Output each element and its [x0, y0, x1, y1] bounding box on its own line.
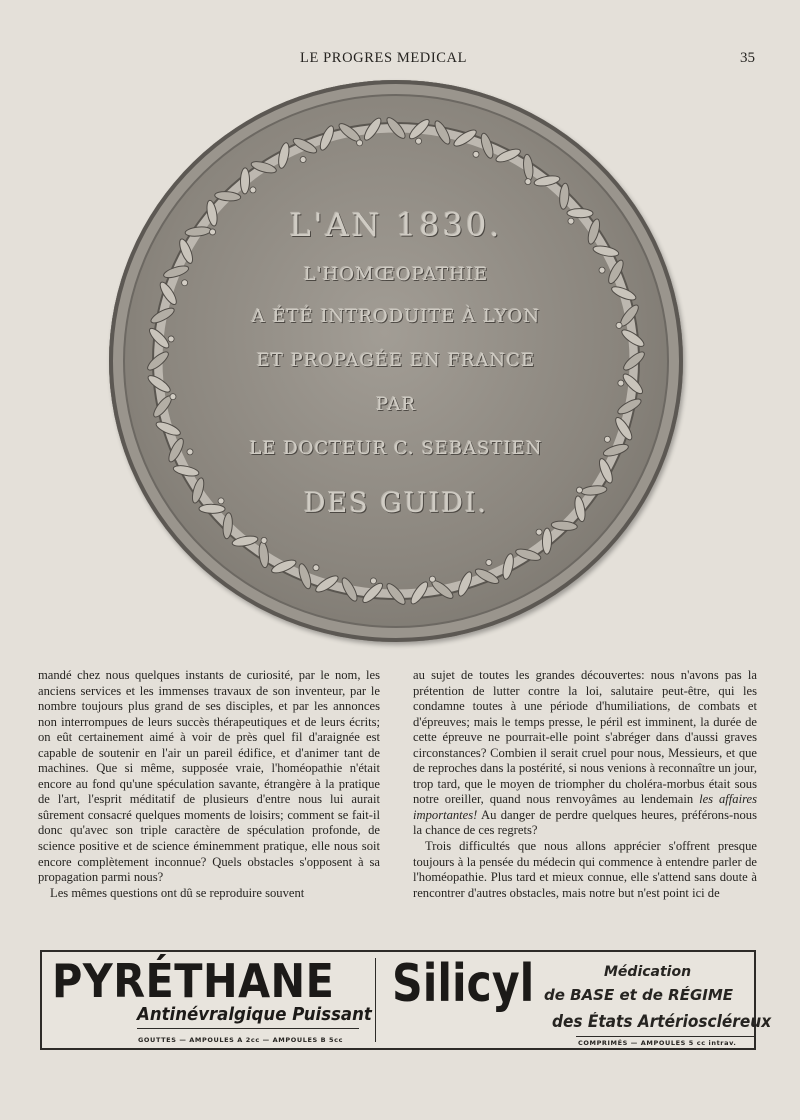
ad-rule: [137, 1028, 359, 1029]
ad-tagline: des États Artérioscléreux: [552, 1012, 772, 1031]
page-number: 35: [740, 50, 755, 66]
ad-tagline: Médication: [604, 964, 692, 980]
article-italic-text: les affaires importantes!: [413, 792, 758, 822]
ad-rule: [576, 1036, 754, 1037]
article-paragraph: [413, 668, 757, 839]
ad-divider: [375, 958, 376, 1042]
article-paragraph: Trois difficultés que nous allons apprécier s'offrent presque toujours à la pensée du médecin qui commence à entendre parler de l'homéopathie. Plus tard et mieux connue, elle s'attend sans doute à rencontrer d'autres obstacles, mais notre but n'est point ici de: [413, 839, 757, 900]
medal-inscription-line: LE DOCTEUR C. SEBASTIEN: [249, 438, 543, 459]
medal-inscription-line: A ÉTÉ INTRODUITE À LYON: [251, 306, 541, 327]
article-column-right: [413, 668, 757, 901]
medal-inscription-line: L'AN 1830.: [289, 206, 503, 244]
ad-brand-silicyl: Silicyl: [392, 954, 535, 1014]
article-text: Au danger de perdre quelques heures, préférons-nous la chance de ces regrets?: [413, 807, 757, 838]
article-column-left: [38, 668, 380, 901]
medal-photograph: [109, 80, 683, 642]
ad-silicyl: [378, 952, 772, 1048]
medal-inscription-line: L'HOMŒOPATHIE: [303, 264, 489, 285]
ad-brand-pyrethane: PYRÉTHANE: [52, 954, 335, 1008]
running-head: LE PROGRES MEDICAL: [300, 50, 468, 66]
ad-fine-print: GOUTTES — AMPOULES A 2cc — AMPOULES B 5cc: [138, 1036, 344, 1044]
article-text: au sujet de toutes les grandes découvertes: nous n'avons pas la prétention de lutter contre la loi, salutaire peut-être, qui les condamne toutes à une période d'humiliations, de combats et d'épreuves; mais le temps presse, le péril est imminent, la durée de cette épreuve ne pourrait-elle point s'abréger dans d'aussi graves circonstances? Combien il serait cruel pour nous, Messieurs, et que de reproches dans la postérité, si nous venions à reconnaître un jour, trop tard, que le moyen de triompher du choléra-morbus était sous notre oreiller, quand nous renvoyâmes au lendemain: [413, 668, 757, 807]
ad-slogan: Antinévralgique Puissant: [137, 1004, 372, 1025]
medal-inscription-line: PAR: [375, 394, 416, 415]
ad-pyrethane: [42, 952, 376, 1048]
advertisement-banner: [40, 950, 772, 1050]
medal-inscription-line: DES GUIDI.: [303, 488, 489, 519]
article-paragraph: mandé chez nous quelques instants de curiosité, par le nom, les anciens services et les immenses travaux de son inventeur, par le nombre toujours plus grand de ses disciples, et par les annonces non interrompues de leurs succès thérapeutiques et de leurs écrits; on eût certainement aimé à voir de près quel fil d'araignée est capable de soutenir en l'air un pareil édifice, et d'animer tant de machines. Que si même, supposée vraie, l'homéopathie n'était encore au fond qu'une spéculation savante, étrangère à la pratique de l'art, l'esprit méditatif de plusieurs d'entre nous lui aurait sûrement consacré quelques moments de loisirs; comment se fait-il donc qu'avec son triple caractère de spéculation profonde, de science positive et de science éminemment pratique, elle nous soit encore complètement inconnue? Quels obstacles s'opposent à sa propagation parmi nous?: [38, 668, 380, 885]
ad-fine-print: COMPRIMÉS — AMPOULES 5 cc intrav.: [578, 1039, 737, 1047]
medal-inscription-line: ET PROPAGÉE EN FRANCE: [256, 350, 536, 371]
ad-tagline: de BASE et de RÉGIME: [544, 986, 734, 1004]
article-paragraph: Les mêmes questions ont dû se reproduire souvent: [50, 885, 305, 900]
